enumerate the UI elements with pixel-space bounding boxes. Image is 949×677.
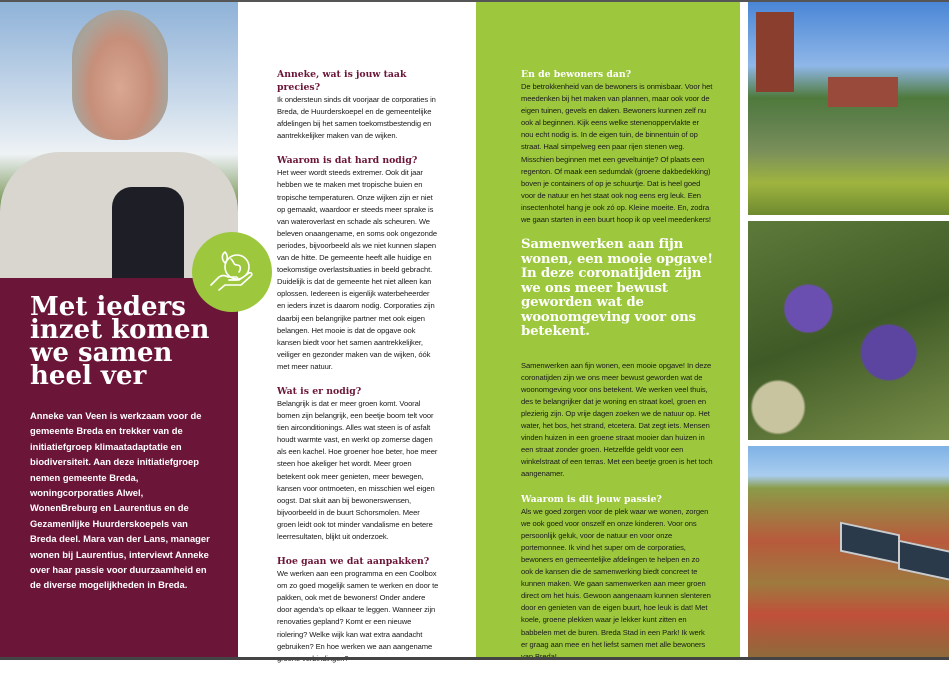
- photo-building: [828, 77, 898, 107]
- answer-text: We werken aan een programma en een Coolbox om zo goed mogelijk samen te werken en door te pakken, ook met de bewoners! Onder andere door agenda's op elkaar te leggen. Wanneer zijn renovaties gepland? Komt er een nieuwe riolering? Welke wijk kan wat extra aandacht gebruiken? En hoe werken we aan aangename: [277, 569, 439, 651]
- hand-holding-globe-icon: [192, 232, 272, 312]
- interview-column-2: [521, 68, 713, 675]
- answer-text: Ik ondersteun sinds dit voorjaar de corporaties in Breda, de Huurderskoepel en de gemeentelijke afdelingen bij het samen toekomstbestendig en aantrekkelijker maken van de wijken.: [277, 95, 436, 141]
- flowers-photo: [748, 221, 949, 440]
- canal-photo: [748, 2, 949, 215]
- photo-skylight: [898, 540, 949, 583]
- photo-head: [72, 10, 168, 140]
- green-roof-photo: [748, 446, 949, 657]
- question-heading: Anneke, wat is jouw taak precies?: [277, 69, 407, 93]
- question-heading: En de bewoners dan?: [521, 69, 632, 80]
- intro-text: Anneke van Veen is werkzaam voor de gemeente Breda en trekker van de initiatiefgroep klimaatadaptatie en biodiversiteit. Aan deze initiatiefgroep nemen gemeente Breda, woningcorporaties Alwel, WonenBreburg en Laurentius en de Gezamenlijke Huurderskoepels van Breda deel. Mara van der Lans, manager wonen bij Laurentius, interviewt Anneke over haar passie voor duurzaamheid en de diverse mogelijkheden in Breda.: [30, 410, 210, 591]
- pull-quote: Samenwerken aan fijn wonen, een mooie opgave! In deze coronatijden zijn we ons meer bewust geworden wat de woonomgeving voor ons betekent.: [521, 237, 713, 340]
- question-heading: Waarom is dit jouw passie?: [521, 493, 662, 505]
- answer-text: Belangrijk is dat er meer groen komt. Vooral bomen zijn belangrijk, een beetje boom telt voor tien airconditionings. Alles wat steen is of asfalt houdt warmte vast, en werkt op zomerse dagen als een kachel. Hoe groener hoe beter, hoe meer steen hoe akeliger het wordt. Meer groen betekent ook meer genieten, meer bewegen, kansen voor ontmoeten, en misschien wel eigen oogst. Dat sluit aan bij bewonerswensen, bijvoorbeeld in de buurt Schorsmolen. Meer groen leidt ook tot minder vandalisme en betere leerresultaten, blijkt uit onderzoek.: [277, 398, 438, 541]
- question-heading: Wat is er nodig?: [277, 385, 362, 397]
- intro-panel: [0, 278, 238, 657]
- photo-building: [756, 12, 794, 92]
- photo-skylight: [840, 522, 900, 565]
- answer-text: Samenwerken aan fijn wonen, een mooie opgave! In deze coronatijden zijn we ons meer bewust geworden wat de woonomgeving voor ons betekent. We werken veel thuis, des te belangrijker dat je woning en straat koel, groen en plezierig zijn. Op vrije dagen zoeken we de natuur op. Het water, het bos, het strand, etcetera. Dat zegt iets. Mensen vinden huizen in een groene straat mooier dan huizen in een straat zonder groen. Hetzelfde geldt voor een winkelstraat of een terras. Met een beetje groen is het toch aangenamer.: [521, 360, 713, 479]
- page-title: Met ieders inzet komen we samen heel ver: [30, 292, 210, 391]
- question-heading: Hoe gaan we dat aanpakken?: [277, 556, 430, 568]
- answer-text: Het weer wordt steeds extremer. Ook dit jaar hebben we te maken met tropische buien en tropische temperaturen. Onze wijken zijn er niet op gemaakt, waardoor er steeds meer sprake is van wateroverlast en schade als scheuren. We beleven onaangename, en soms ook ongezonde periodes, bijvoorbeeld als we niet kunnen slapen van de hitte. De gemeente heeft alle huidige en toekomstige overlastsituaties in beeld gebracht. Duidelijk is dat de gemeente het niet alleen kan oplossen. Iedereen is eigenlijk waterbeheerder en ieders inzet is daarom nodig. Corporaties zijn daarbij een belangrijke partner met ook eigen belangen. Het mooie is dat de opgave ook kansen biedt voor het samen aantrekkelijker, veiliger en gezonder maken van de wijken, óók met meer natuur.: [277, 168, 438, 371]
- photo-shirt: [112, 187, 184, 278]
- answer-text: Als we goed zorgen voor de plek waar we wonen, zorgen we ook goed voor onszelf en onze kinderen. Voor ons persoonlijk geluk, voor de natuur en voor onze portemonnee. Ik vind het super om de corporaties, bewoners en gemeentelijke afdelingen te helpen en zo ook de kansen die de samenwerking biedt concreet te kunnen maken. We gaan samenwerken aan meer groen direct om het huis. Gewoon aangenaam kunnen slenteren door en genieten van de eigen buurt, hoe leuk is dat! Met koele, groene plekken waar je lekker kunt zitten en babbelen met de buren. Breda Stad in een Park! Ik werk er graag aan mee en het liefst samen met alle bewoners: [521, 506, 711, 649]
- interview-column-1: [277, 68, 439, 677]
- question-heading: Waarom is dat hard nodig?: [277, 155, 418, 167]
- answer-text: De betrokkenheid van de bewoners is onmisbaar. Voor het meedenken bij het maken van plannen, maar ook voor de eigen tuinen, gevels en daken. Bewoners kunnen zelf nu ook al beginnen. Kijk eens welke stenenoppervlakte er nou echt nodig is. In de eigen tuin, de binnentuin of op straat. Haal simpelweg een paar rijen stenen weg. Misschien beginnen met een geveltuintje? Of plaats een regenton. Of maak een sedumdak (groene dakbedekking) boven je containers of op je schuurtje. Dat is heel goed voor de natuur en het staat ook nog eens erg leuk. Een insectenhotel hang je ook zó op. Kleine moeite. En, zodra we gaan starten in een buurt hoop ik op veel meedenkers!: [521, 82, 713, 225]
- portrait-photo: [0, 2, 238, 278]
